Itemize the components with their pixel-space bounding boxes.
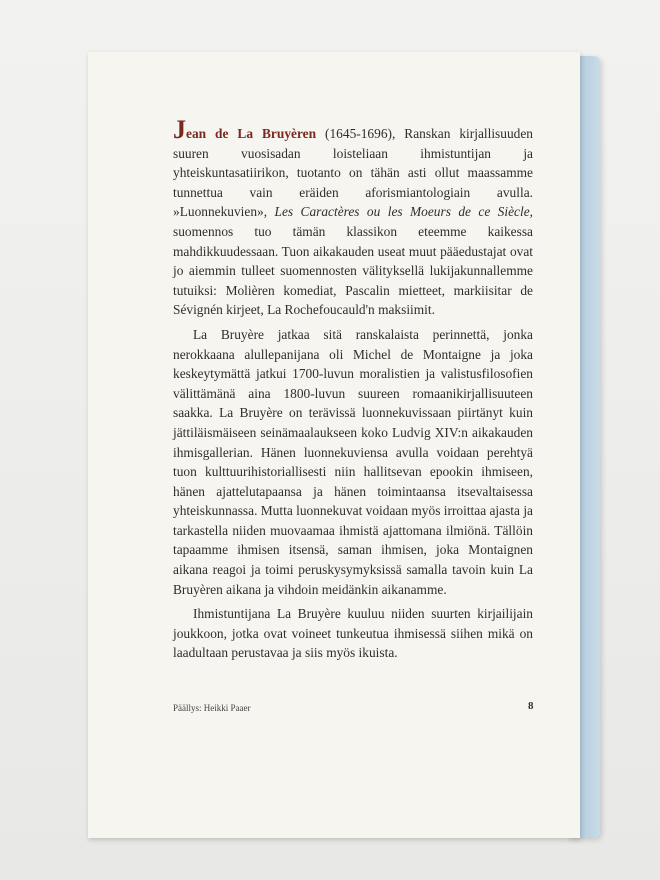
book-title: Les Caractères ou les Moeurs de ce Siècle [274, 204, 530, 220]
series-number: 8 [528, 700, 534, 712]
author-name: ean de La Bruyèren [186, 126, 317, 141]
cover-credit: Päällys: Heikki Paaer [173, 703, 251, 713]
blurb-paragraph-3: Ihmistuntijana La Bruyère kuuluu niiden suurten kirjailijain joukkoon, jotka ovat voineet tunkeutua ihmisessä siihen mikä on laadultaan perustavaa ja siis myös ikuista. [173, 606, 533, 661]
blurb-paragraph-1 [173, 115, 533, 320]
book-back-cover [88, 52, 580, 838]
drop-cap: J [173, 115, 186, 144]
paragraph-1-end: , suomennos tuo tämän klassikon eteemme kaikessa mahdikkuudessaan. Tuon aikakauden useat muut pääedustajat ovat jo aiemmin tulleet suomennosten välityksellä lukijakunnallemme tutuiksi: Molièren komediat, Pascalin mietteet, markiisitar de Sévignén kirjeet, La Rochefoucauld'n maksiimit. [173, 204, 533, 318]
blurb-text [173, 115, 533, 668]
paragraph-1-text: (1645-1696), Ranskan kirjallisuuden suuren vuosisadan loisteliaan ihmistuntijan ja yhteiskuntasatiirikon, tuotanto on tähän asti ollut maassamme tunnettua vain eräiden aforismiantologiain avulla. »Luonnekuvien», [173, 126, 533, 220]
blurb-paragraph-2: La Bruyère jatkaa sitä ranskalaista perinnettä, jonka nerokkaana alullepanijana oli Michel de Montaigne ja joka keskeytymättä jatkui 1700-luvun moralistien ja valistusfilosofien välittämänä aina 1800-luvun suureen romaanikirjallisuuteen saakka. La Bruyère on terävissä luonnekuvissaan piirtänyt kuin jättiläismäiseen seinämaalaukseen koko Ludvig XIV:n aikakauden ihmisgallerian. Hänen luonnekuviensa avulla voidaan perehtyä tuon kulttuurihistoriallisesti niin hallitsevan epookin ihmiseen, hänen ajattelutapaansa ja hänen toimintaansa itsevaltaisessa yhteiskunnassa. Mutta luonnekuvat voidaan myös irroittaa ajasta ja tarkastella niiden muovaamaa ihmistä ajattomana ilmiönä. Tällöin tapaamme ihmisen itsensä, saman ihmisen, joka Montaignen aikana reagoi ja toimi peruskysymyksissä samalla tavoin kuin La Bruyèren aikana ja vihdoin meidänkin aikanamme. [173, 326, 533, 597]
